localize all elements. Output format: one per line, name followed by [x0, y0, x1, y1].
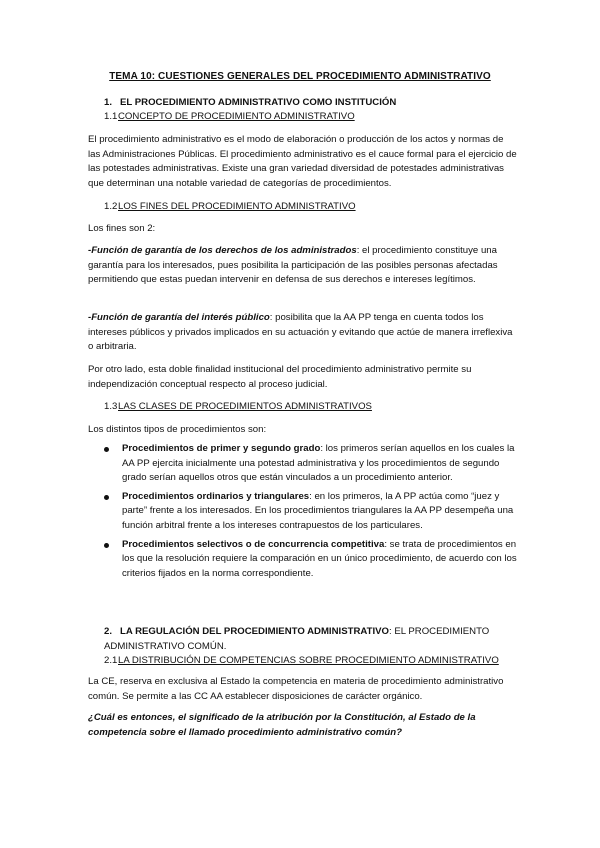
tipos-intro-text: Los distintos tipos de procedimientos son: — [88, 424, 267, 435]
section-2-number: 2. — [104, 626, 113, 637]
fin-2-paragraph — [88, 311, 518, 355]
section-1-2-number: 1.2 — [104, 201, 118, 212]
fin-1-label: -Función de garantía de los derechos de los administrados — [88, 245, 357, 256]
fin-1-text: : el procedimiento constituye una garantía para los interesados, pues posibilita la participación de las posibles personas afectadas permitiendo que estas puedan intervenir en defensa de sus derechos e intereses legítimos. — [88, 245, 498, 286]
section-1-title: EL PROCEDIMIENTO ADMINISTRATIVO COMO INSTITUCIÓN — [120, 97, 397, 108]
closing-question: ¿Cuál es entonces, el significado de la atribución por la Constitución, al Estado de la competencia sobre el llamado procedimiento administrativo común? — [88, 712, 476, 738]
competencias-paragraph — [88, 675, 518, 704]
section-1-1-title: CONCEPTO DE PROCEDIMIENTO ADMINISTRATIVO — [118, 111, 355, 122]
section-2-1-title: LA DISTRIBUCIÓN DE COMPETENCIAS SOBRE PROCEDIMIENTO ADMINISTRATIVO — [118, 655, 499, 666]
section-2-1-number: 2.1 — [104, 655, 118, 666]
list-item-text: : los primeros serían aquellos en los cuales la AA PP ejercita inicialmente una potestad administrativa y los procedimientos de segundo grado serían aquellos otros que están vinculados a un procedimiento anterior. — [122, 443, 515, 484]
otro-lado-text: Por otro lado, esta doble finalidad institucional del procedimiento administrativo permite su independización conceptual respecto al proceso judicial. — [88, 364, 472, 390]
section-1-heading — [104, 96, 396, 111]
section-1-number: 1. — [104, 97, 113, 108]
list-item — [104, 538, 519, 582]
list-item-label: Procedimientos ordinarios y triangulares — [122, 490, 310, 502]
fines-intro-text: Los fines son 2: — [88, 223, 156, 234]
list-item-text: : en los primeros, la A PP actúa como “juez y parte” frente a los interesados. En los procedimientos triangulares la AA PP desempeña una función arbitral frente a los intereses contrapuestos de los particulares. — [122, 490, 514, 531]
bullet-icon — [104, 447, 109, 452]
section-2-1-heading — [104, 654, 499, 669]
otro-lado-paragraph — [88, 363, 518, 392]
list-item-label: Procedimientos de primer y segundo grado — [122, 443, 321, 454]
bullet-icon — [104, 543, 109, 548]
list-item — [104, 442, 519, 486]
procedure-types-list — [104, 442, 519, 585]
fines-intro — [88, 222, 518, 237]
tipos-intro — [88, 423, 518, 438]
list-item-text: : se trata de procedimientos en los que la resolución requiere la comparación en un único procedimiento, de acuerdo con los criterios fijados en la norma correspondiente. — [122, 538, 517, 579]
competencias-text: La CE, reserva en exclusiva al Estado la competencia en materia de procedimiento administrativo común. Se permite a las CC AA establecer disposiciones de carácter orgánico. — [88, 676, 504, 702]
fin-2-label: -Función de garantía del interés público — [88, 312, 270, 323]
fin-2-text: : posibilita que la AA PP tenga en cuenta todos los intereses públicos y privados implicados en su actuación y evitando que actúe de manera irreflexiva o arbitraria. — [88, 312, 513, 353]
section-1-1-heading — [104, 110, 355, 125]
section-2-title: LA REGULACIÓN DEL PROCEDIMIENTO ADMINISTRATIVO — [120, 626, 389, 637]
section-2-heading — [104, 625, 519, 654]
section-1-3-heading — [104, 400, 372, 415]
section-1-2-title: LOS FINES DEL PROCEDIMIENTO ADMINISTRATIVO — [118, 201, 356, 212]
concept-text: El procedimiento administrativo es el modo de elaboración o producción de los actos y normas de las Administraciones Públicas. El procedimiento administrativo es el cauce formal para el ejercicio de las potestades administrativas. Existe una gran variedad diversidad de potestades administrativas que determinan una notable variedad de categorías de procedimientos. — [88, 134, 517, 189]
section-1-3-title: LAS CLASES DE PROCEDIMIENTOS ADMINISTRATIVOS — [118, 401, 372, 412]
section-1-2-heading — [104, 200, 356, 215]
section-2-title-rest: : EL PROCEDIMIENTO ADMINISTRATIVO COMÚN. — [104, 626, 490, 652]
section-1-1-number: 1.1 — [104, 111, 118, 122]
page-title: TEMA 10: CUESTIONES GENERALES DEL PROCEDIMIENTO ADMINISTRATIVO — [109, 71, 491, 82]
concept-paragraph — [88, 133, 518, 191]
list-item-label: Procedimientos selectivos o de concurrencia competitiva — [122, 538, 385, 550]
list-item — [104, 490, 519, 534]
section-1-3-number: 1.3 — [104, 401, 118, 412]
bullet-icon — [104, 495, 109, 500]
fin-1-paragraph — [88, 244, 518, 288]
